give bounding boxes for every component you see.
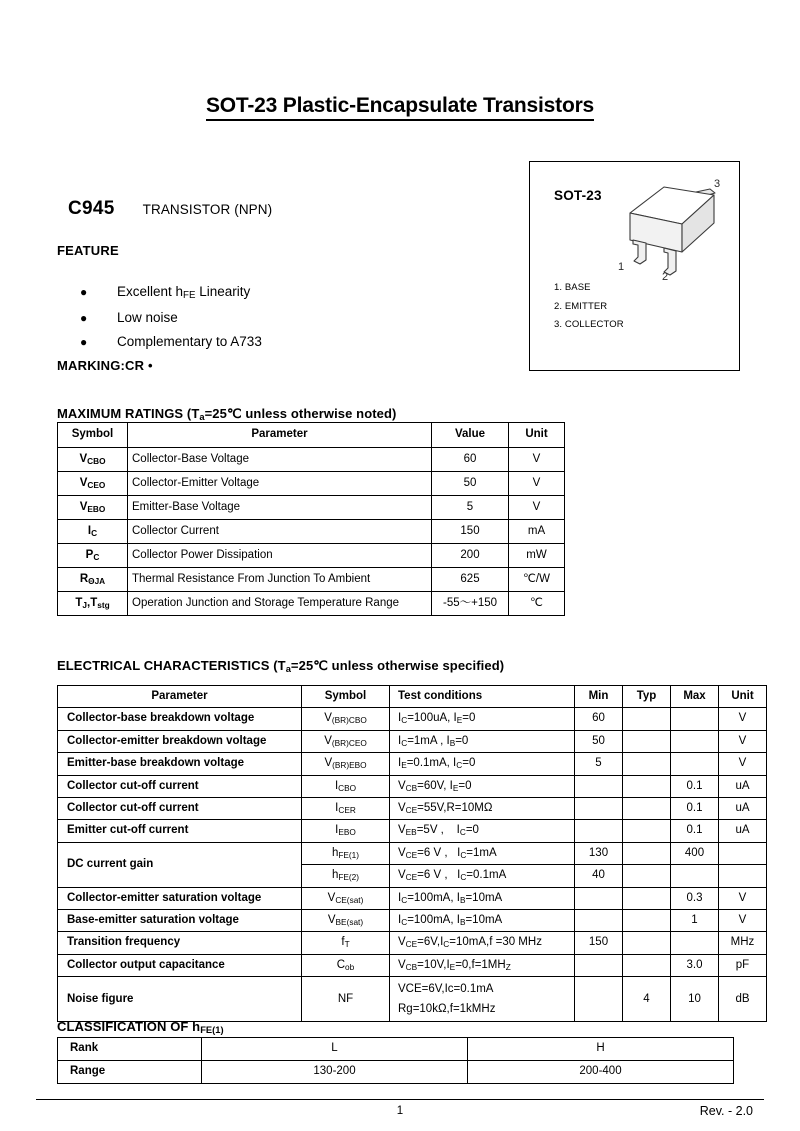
noise-condition-line-2: Rg=10kΩ,f=1kMHz — [398, 1003, 496, 1016]
cell-typ — [623, 954, 671, 976]
cell-max — [671, 730, 719, 752]
cell-min: 130 — [575, 842, 623, 864]
column-header-conditions: Test conditions — [390, 686, 575, 708]
cell-max: 0.1 — [671, 797, 719, 819]
cell-unit: V — [719, 887, 767, 909]
classification-caption: CLASSIFICATION OF $h_{FE(1)}$ — [57, 1019, 224, 1036]
cell-typ — [623, 775, 671, 797]
table-row — [58, 496, 565, 520]
pin-callout-2: 2 — [662, 271, 669, 281]
table-row — [58, 592, 565, 616]
cell-parameter: Thermal Resistance From Junction To Ambient — [128, 568, 432, 592]
column-header-unit: Unit — [719, 686, 767, 708]
footer-divider — [36, 1099, 764, 1100]
classification-table — [57, 1037, 734, 1084]
column-header-typ: Typ — [623, 686, 671, 708]
cell-symbol: $h_{FE(1)}$ — [302, 842, 390, 864]
cell-unit: mW — [509, 544, 565, 568]
column-header-parameter: Parameter — [58, 686, 302, 708]
cell-parameter: Collector cut-off current — [58, 797, 302, 819]
cell-min — [575, 977, 623, 1022]
table-row — [58, 544, 565, 568]
pin-assignment-2: 2. EMITTER — [554, 300, 608, 312]
cell-value: 625 — [432, 568, 509, 592]
cell-parameter: Collector Current — [128, 520, 432, 544]
cell-symbol: $I_{CER}$ — [302, 797, 390, 819]
table-row — [58, 954, 767, 976]
cell-max: 400 — [671, 842, 719, 864]
cell-unit: V — [509, 496, 565, 520]
cell-typ: 4 — [623, 977, 671, 1022]
marking-text: MARKING:CR • — [57, 358, 153, 373]
table-row — [58, 708, 767, 730]
cell-unit: V — [719, 708, 767, 730]
cell-typ — [623, 730, 671, 752]
cell-symbol: $V_{(BR)CBO}$ — [302, 708, 390, 730]
cell-parameter: Collector-emitter breakdown voltage — [58, 730, 302, 752]
table-header-row — [58, 423, 565, 448]
feature-list — [80, 285, 262, 359]
cell-conditions: $V_{EB}=5V$ , $I_C=0$ — [390, 820, 575, 842]
cell-unit — [719, 842, 767, 864]
cell-symbol: $V_{(BR)EBO}$ — [302, 753, 390, 775]
noise-condition-line-1: VCE=6V,Ic=0.1mA — [398, 983, 494, 996]
cell-conditions: $V_{CE}=6V,I_C=10mA,f =30$ MHz — [390, 932, 575, 954]
part-number: C945 — [68, 198, 115, 219]
cell-typ — [623, 909, 671, 931]
table-row — [58, 977, 767, 1022]
page-title — [0, 94, 800, 118]
cell-typ — [623, 932, 671, 954]
bullet-icon: ● — [80, 285, 88, 299]
cell-conditions: $I_C=100uA$, $I_E=0$ — [390, 708, 575, 730]
cell-parameter: Emitter cut-off current — [58, 820, 302, 842]
cell-value: 5 — [432, 496, 509, 520]
cell-symbol: $V_{EBO}$ — [58, 496, 128, 520]
cell-max: 1 — [671, 909, 719, 931]
cell-symbol: $P_C$ — [58, 544, 128, 568]
cell-min: 60 — [575, 708, 623, 730]
pin-assignment-1: 1. BASE — [554, 282, 591, 293]
cell-unit: dB — [719, 977, 767, 1022]
cell-symbol: $V_{(BR)CEO}$ — [302, 730, 390, 752]
cell-max — [671, 865, 719, 887]
cell-symbol: $I_C$ — [58, 520, 128, 544]
cell-symbol: $I_{EBO}$ — [302, 820, 390, 842]
cell-typ — [623, 753, 671, 775]
cell-conditions: $V_{CE}=6$ V , $I_C=0.1mA$ — [390, 865, 575, 887]
table-row — [58, 472, 565, 496]
cell-max — [671, 708, 719, 730]
cell-range-label: Range — [58, 1061, 202, 1084]
electrical-characteristics-table — [57, 685, 767, 1022]
cell-conditions: $I_C=100mA$, $I_B=10mA$ — [390, 909, 575, 931]
cell-typ — [623, 820, 671, 842]
feature-text: Complementary to A733 — [117, 333, 262, 349]
table-row — [58, 1061, 734, 1084]
cell-typ — [623, 865, 671, 887]
cell-min — [575, 797, 623, 819]
cell-conditions: $I_E=0.1mA$, $I_C=0$ — [390, 753, 575, 775]
cell-parameter: Collector-base breakdown voltage — [58, 708, 302, 730]
list-item — [80, 311, 262, 326]
cell-typ — [623, 842, 671, 864]
table-row — [58, 797, 767, 819]
part-heading — [68, 198, 272, 220]
cell-typ — [623, 708, 671, 730]
cell-value: -55～+150 — [432, 592, 509, 616]
table-row — [58, 520, 565, 544]
cell-symbol: $V_{CE(sat)}$ — [302, 887, 390, 909]
revision-label: Rev. - 2.0 — [699, 1104, 753, 1118]
cell-conditions: $I_C=1mA$ , $I_B=0$ — [390, 730, 575, 752]
cell-parameter: Collector output capacitance — [58, 954, 302, 976]
feature-text: Excellent $h_{FE}$ Linearity — [117, 284, 251, 302]
column-header-max: Max — [671, 686, 719, 708]
cell-unit: MHz — [719, 932, 767, 954]
cell-parameter: Collector-Base Voltage — [128, 448, 432, 472]
cell-parameter: Collector-emitter saturation voltage — [58, 887, 302, 909]
cell-max — [671, 932, 719, 954]
cell-parameter: Transition frequency — [58, 932, 302, 954]
cell-symbol: $V_{BE(sat)}$ — [302, 909, 390, 931]
cell-min — [575, 909, 623, 931]
cell-unit: V — [719, 753, 767, 775]
cell-max: 0.1 — [671, 820, 719, 842]
cell-typ — [623, 887, 671, 909]
cell-parameter: Emitter-Base Voltage — [128, 496, 432, 520]
cell-value: 50 — [432, 472, 509, 496]
cell-min: 150 — [575, 932, 623, 954]
pin-callout-3: 3 — [714, 178, 721, 190]
cell-value: 60 — [432, 448, 509, 472]
cell-parameter: Collector Power Dissipation — [128, 544, 432, 568]
table-row — [58, 932, 767, 954]
cell-range-h: 200-400 — [468, 1061, 734, 1084]
feature-text: Low noise — [117, 309, 178, 325]
cell-conditions: $V_{CB}=60V$, $I_E=0$ — [390, 775, 575, 797]
column-header-value: Value — [432, 423, 509, 448]
table-row — [58, 448, 565, 472]
max-ratings-table — [57, 422, 565, 616]
cell-symbol: NF — [302, 977, 390, 1022]
feature-heading: FEATURE — [57, 243, 119, 258]
cell-typ — [623, 797, 671, 819]
cell-unit — [719, 865, 767, 887]
cell-max: 0.1 — [671, 775, 719, 797]
electrical-caption: ELECTRICAL CHARACTERISTICS ($T_a=25℃$ unless otherwise specified) — [57, 658, 505, 675]
cell-min — [575, 887, 623, 909]
table-row — [58, 568, 565, 592]
cell-max: 3.0 — [671, 954, 719, 976]
cell-unit: V — [719, 909, 767, 931]
pin-callout-1: 1 — [618, 261, 625, 273]
table-row — [58, 820, 767, 842]
cell-unit: uA — [719, 797, 767, 819]
cell-parameter: Operation Junction and Storage Temperature Range — [128, 592, 432, 616]
cell-value: 200 — [432, 544, 509, 568]
cell-symbol: $C_{ob}$ — [302, 954, 390, 976]
cell-min: 5 — [575, 753, 623, 775]
cell-conditions — [390, 977, 575, 1022]
list-item — [80, 335, 262, 350]
cell-rank-l: L — [202, 1038, 468, 1061]
column-header-min: Min — [575, 686, 623, 708]
cell-min — [575, 820, 623, 842]
cell-symbol: $T_J,T_{stg}$ — [58, 592, 128, 616]
table-row — [58, 753, 767, 775]
list-item — [80, 285, 262, 302]
bullet-icon: ● — [80, 310, 88, 325]
cell-rank-label: Rank — [58, 1038, 202, 1061]
cell-max — [671, 753, 719, 775]
column-header-parameter: Parameter — [128, 423, 432, 448]
cell-conditions: $V_{CE}=55V,R=10M\Omega$ — [390, 797, 575, 819]
cell-symbol: $h_{FE(2)}$ — [302, 865, 390, 887]
pin-assignment-3: 3. COLLECTOR — [554, 319, 624, 331]
package-name: SOT-23 — [554, 188, 602, 203]
cell-symbol: $R_{\Theta JA}$ — [58, 568, 128, 592]
pin-assignment-list — [554, 279, 624, 335]
cell-symbol: $V_{CBO}$ — [58, 448, 128, 472]
cell-symbol: $V_{CEO}$ — [58, 472, 128, 496]
cell-unit: ℃/W — [509, 568, 565, 592]
part-description: TRANSISTOR (NPN) — [142, 202, 273, 217]
cell-conditions: $V_{CE}=6$ V , $I_C=1mA$ — [390, 842, 575, 864]
bullet-icon: ● — [80, 334, 88, 349]
cell-min: 40 — [575, 865, 623, 887]
table-header-row — [58, 686, 767, 708]
page-number: 1 — [396, 1105, 404, 1117]
cell-unit: uA — [719, 820, 767, 842]
cell-symbol: $f_T$ — [302, 932, 390, 954]
cell-max: 10 — [671, 977, 719, 1022]
cell-unit: V — [719, 730, 767, 752]
cell-range-l: 130-200 — [202, 1061, 468, 1084]
cell-unit: uA — [719, 775, 767, 797]
table-row — [58, 842, 767, 864]
max-ratings-caption: MAXIMUM RATINGS ($T_a=25℃$ unless otherwise noted) — [57, 406, 397, 423]
cell-symbol: $I_{CBO}$ — [302, 775, 390, 797]
cell-conditions: $V_{CB}=10V,I_E=0,f=1MH_Z$ — [390, 954, 575, 976]
sot23-package-icon — [602, 176, 730, 281]
cell-parameter: Noise figure — [58, 977, 302, 1022]
cell-parameter: Collector cut-off current — [58, 775, 302, 797]
cell-unit: ℃ — [509, 592, 565, 616]
column-header-unit: Unit — [509, 423, 565, 448]
cell-unit: pF — [719, 954, 767, 976]
cell-min — [575, 954, 623, 976]
cell-parameter: Emitter-base breakdown voltage — [58, 753, 302, 775]
cell-value: 150 — [432, 520, 509, 544]
cell-unit: V — [509, 472, 565, 496]
cell-rank-h: H — [468, 1038, 734, 1061]
cell-unit: mA — [509, 520, 565, 544]
table-row — [58, 730, 767, 752]
page-title-text: SOT-23 Plastic-Encapsulate Transistors — [206, 94, 594, 121]
table-row — [58, 887, 767, 909]
cell-unit: V — [509, 448, 565, 472]
package-diagram-box — [529, 161, 740, 371]
cell-parameter: Base-emitter saturation voltage — [58, 909, 302, 931]
column-header-symbol: Symbol — [58, 423, 128, 448]
table-row — [58, 909, 767, 931]
cell-max: 0.3 — [671, 887, 719, 909]
table-row — [58, 775, 767, 797]
cell-parameter: DC current gain — [58, 842, 302, 887]
column-header-symbol: Symbol — [302, 686, 390, 708]
cell-parameter: Collector-Emitter Voltage — [128, 472, 432, 496]
cell-conditions: $I_C=100mA$, $I_B=10mA$ — [390, 887, 575, 909]
cell-min — [575, 775, 623, 797]
cell-min: 50 — [575, 730, 623, 752]
table-row — [58, 1038, 734, 1061]
